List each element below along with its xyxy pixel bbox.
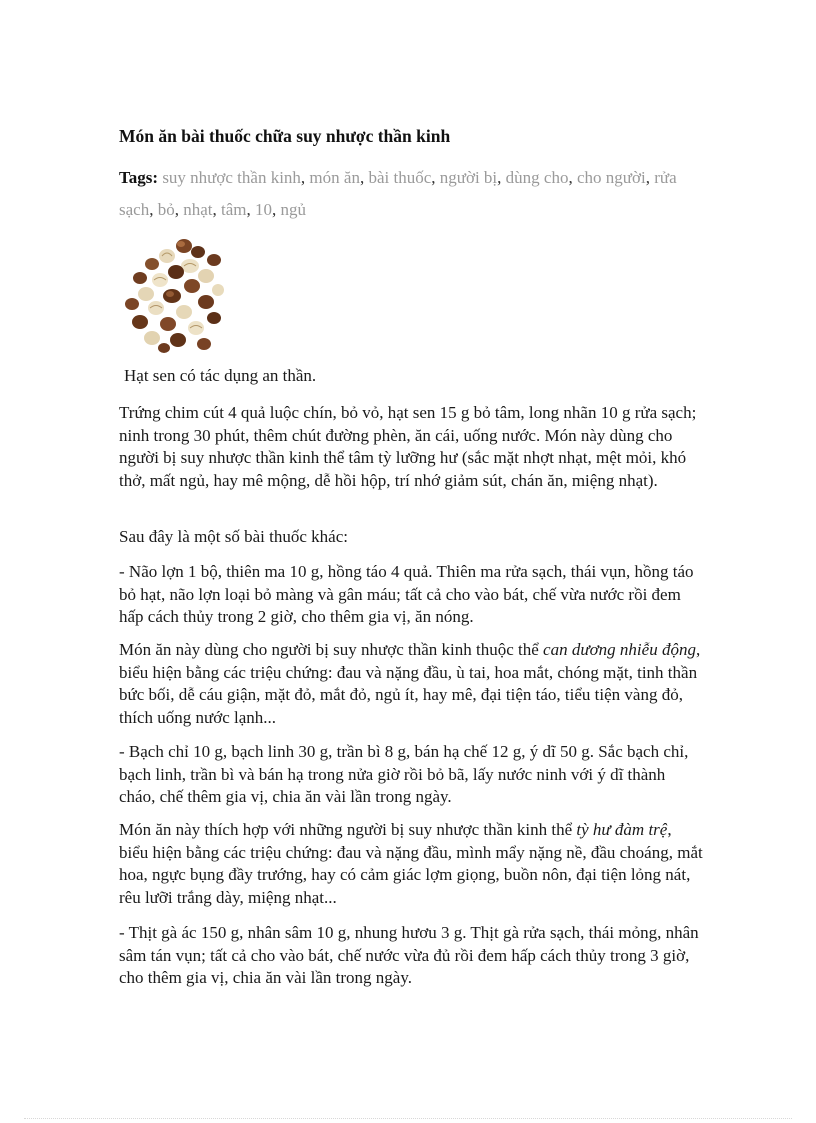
tag-link[interactable]: cho người <box>576 168 646 187</box>
emphasis-term: can dương nhiễu động <box>543 640 696 659</box>
tags-label: Tags: <box>119 168 159 187</box>
tag-link[interactable]: rửa sạch <box>119 168 677 219</box>
emphasis-term: tỳ hư đàm trệ <box>576 820 668 839</box>
image-caption: Hạt sen có tác dụng an thần. <box>124 366 317 385</box>
seed-pile <box>125 239 224 353</box>
paragraph-recipe-2: - Não lợn 1 bộ, thiên ma 10 g, hồng táo 4 quả. Thiên ma rửa sạch, thái vụn, hồng táo bỏ hạt, não lợn loại bỏ màng và gân máu; tất cả cho vào bát, chế vừa nước rồi đem hấp cách thủy trong 2 giờ, cho thêm gia vị, ăn nóng. <box>119 562 694 626</box>
tag-link[interactable]: 10 <box>255 200 272 219</box>
tag-link[interactable]: bỏ <box>157 200 175 219</box>
article-title: Món ăn bài thuốc chữa suy nhược thần kinh <box>119 126 451 146</box>
tag-link[interactable]: dùng cho <box>505 168 569 187</box>
tag-link[interactable]: nhạt <box>183 200 213 219</box>
tag-link[interactable]: tâm <box>221 200 247 219</box>
paragraph-recipe-4: - Thịt gà ác 150 g, nhân sâm 10 g, nhung hươu 3 g. Thịt gà rửa sạch, thái mỏng, nhân sâm tán vụn; tất cả cho vào bát, chế nước vừa đủ rồi đem hấp cách thủy trong 3 giờ, cho thêm gia vị, chia ăn vài lần trong ngày. <box>119 923 699 987</box>
page-bottom-divider <box>24 1118 792 1119</box>
paragraph-recipe-3: - Bạch chỉ 10 g, bạch linh 30 g, trần bì 8 g, bán hạ chế 12 g, ý dĩ 50 g. Sắc bạch chỉ, bạch linh, trần bì và bán hạ trong nửa giờ rồi bỏ bã, lấy nước ninh với ý dĩ thành cháo, chế thêm gia vị, chia ăn vài lần trong ngày. <box>119 742 689 806</box>
tag-link[interactable]: ngủ <box>280 200 306 219</box>
lotus-seeds-photo <box>118 234 228 354</box>
paragraph-indication-3 <box>119 819 704 909</box>
paragraph-intro: Sau đây là một số bài thuốc khác: <box>119 527 348 546</box>
tag-link[interactable]: người bị <box>439 168 498 187</box>
text-span: Món ăn này dùng cho người bị suy nhược thần kinh thuộc thể <box>119 640 544 659</box>
tag-link[interactable]: suy nhược thần kinh <box>162 168 301 187</box>
paragraph-recipe-1: Trứng chim cút 4 quả luộc chín, bỏ vỏ, hạt sen 15 g bỏ tâm, long nhãn 10 g rửa sạch; ninh trong 30 phút, thêm chút đường phèn, ăn cái, uống nước. Món này dùng cho người bị suy nhược thần kinh thể tâm tỳ lưỡng hư (sắc mặt nhợt nhạt, mệt mỏi, khó thở, mất ngủ, hay mê mộng, dễ hồi hộp, trí nhớ giảm sút, chán ăn, miệng nhạt). <box>119 403 697 490</box>
paragraph-indication-2 <box>119 639 704 729</box>
text-span: , biểu hiện bằng các triệu chứng: đau và nặng đầu, ù tai, hoa mắt, chóng mặt, tinh thần bức bối, dễ cáu giận, mặt đỏ, mắt đỏ, ngủ ít, hay mê, đại tiện táo, tiểu tiện vàng đỏ, thích uống nước lạnh... <box>119 640 701 727</box>
text-span: , biểu hiện bằng các triệu chứng: đau và nặng đầu, mình mẩy nặng nề, đầu choáng, mắt hoa, ngực bụng đầy trướng, hay có cảm giác lợm giọng, buồn nôn, đại tiện lỏng nát, rêu lưỡi trắng dày, miệng nhạt... <box>119 820 703 907</box>
text-span: Món ăn này thích hợp với những người bị suy nhược thần kinh thể <box>119 820 577 839</box>
tags-line: Tags: suy nhược thần kinh, món ăn, bài thuốc, người bị, dùng cho, cho người, rửa sạch, bỏ, nhạt, tâm, 10, ngủ <box>119 168 677 219</box>
tag-link[interactable]: bài thuốc <box>368 168 432 187</box>
tag-link[interactable]: món ăn <box>309 168 360 187</box>
